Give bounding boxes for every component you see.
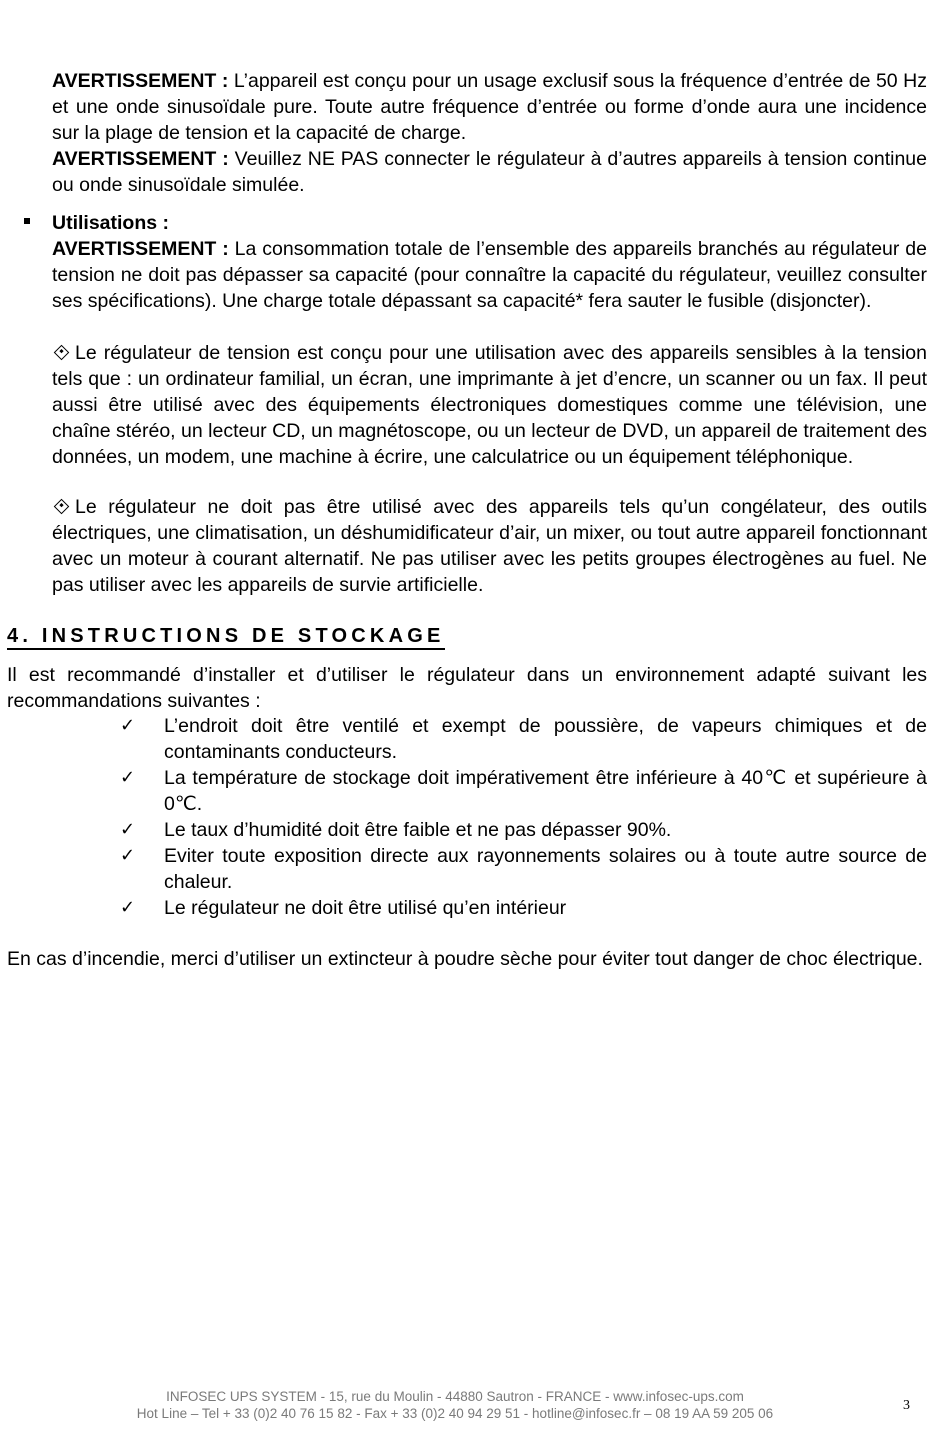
footer-contact: Hot Line – Tel + 33 (0)2 40 76 15 82 - Fax + 33 (0)2 40 94 29 51 - hotline@infosec.fr – 08 19 AA 59 205 06 [136,1406,774,1421]
checkmark-icon: ✓ [120,845,136,866]
warning-capacity [52,236,927,314]
warning-dc-text: Veuillez NE PAS connecter le régulateur à d’autres appareils à tension continue ou onde sinusoïdale simulée. [52,148,927,196]
checkmark-icon: ✓ [120,819,136,840]
list-item: ✓ L’endroit doit être ventilé et exempt de poussière, de vapeurs chimiques et de contaminants conducteurs. [120,715,927,763]
utilisations-title: Utilisations : [52,212,170,234]
warning-label: AVERTISSEMENT : [52,70,229,92]
page-footer [0,1388,910,1422]
list-item: ✓ Eviter toute exposition directe aux rayonnements solaires ou à toute autre source de chaleur. [120,845,927,893]
warning-capacity-text: La consommation totale de l’ensemble des appareils branchés au régulateur de tension ne doit pas dépasser sa capacité (pour connaître la capacité du régulateur, veuillez consulter ses spécifications). Une charge totale dépassant sa capacité* fera sauter le fusible (disjoncter). [52,238,928,312]
warning-label: AVERTISSEMENT : [52,148,229,170]
fire-instructions: En cas d’incendie, merci d’utiliser un extincteur à poudre sèche pour éviter tout danger de choc électrique. [7,948,923,970]
section-heading-storage: 4. INSTRUCTIONS DE STOCKAGE [7,624,445,650]
usage-incompatible-text: Le régulateur ne doit pas être utilisé avec des appareils tels qu’un congélateur, des outils électriques, une climatisation, un déshumidificateur d’air, un mixer, ou tout autre appareil fonctionnant avec un moteur à courant alternatif. Ne pas utiliser avec les petits groupes électrogènes au fuel. Ne pas utiliser avec les appareils de survie artificielle. [52,496,927,596]
usage-compatible [52,340,927,470]
footer-address: INFOSEC UPS SYSTEM - 15, rue du Moulin - 44880 Sautron - FRANCE - www.infosec-ups.com [166,1389,744,1404]
list-item: ✓ Le régulateur ne doit être utilisé qu’en intérieur [120,897,567,919]
warning-frequency [52,68,927,146]
usage-incompatible [52,494,927,598]
storage-intro: Il est recommandé d’installer et d’utiliser le régulateur dans un environnement adapté suivant les recommandations suivantes : [7,664,927,712]
storage-checklist [120,713,927,921]
checkmark-icon: ✓ [120,715,136,736]
checkmark-icon: ✓ [120,897,136,918]
diamond-bullet-icon [54,499,70,515]
page-number: 3 [903,1398,910,1413]
diamond-bullet-icon [54,345,70,361]
list-item: ✓ Le taux d’humidité doit être faible et ne pas dépasser 90%. [120,819,672,841]
warning-frequency-text: L’appareil est conçu pour un usage exclusif sous la fréquence d’entrée de 50 Hz et une onde sinusoïdale pure. Toute autre fréquence d’entrée ou forme d’onde aura une incidence sur la plage de tension et la capacité de charge. [52,70,928,144]
warning-dc [52,146,927,198]
usage-compatible-text: Le régulateur de tension est conçu pour une utilisation avec des appareils sensibles à la tension tels que : un ordinateur familial, un écran, une imprimante à jet d’encre, un scanner ou un fax. Il peut aussi être utilisé avec des équipements électroniques domestiques comme une télévision, une chaîne stéréo, un lecteur CD, un magnétoscope, ou un lecteur de DVD, un appareil de traitement des données, un modem, une machine à écrire, une calculatrice ou un équipement téléphonique. [52,342,927,468]
square-bullet-icon [24,218,30,224]
warning-label: AVERTISSEMENT : [52,238,229,260]
list-item: ✓ La température de stockage doit impérativement être inférieure à 40℃ et supérieure à 0℃. [120,767,927,815]
checkmark-icon: ✓ [120,767,136,788]
